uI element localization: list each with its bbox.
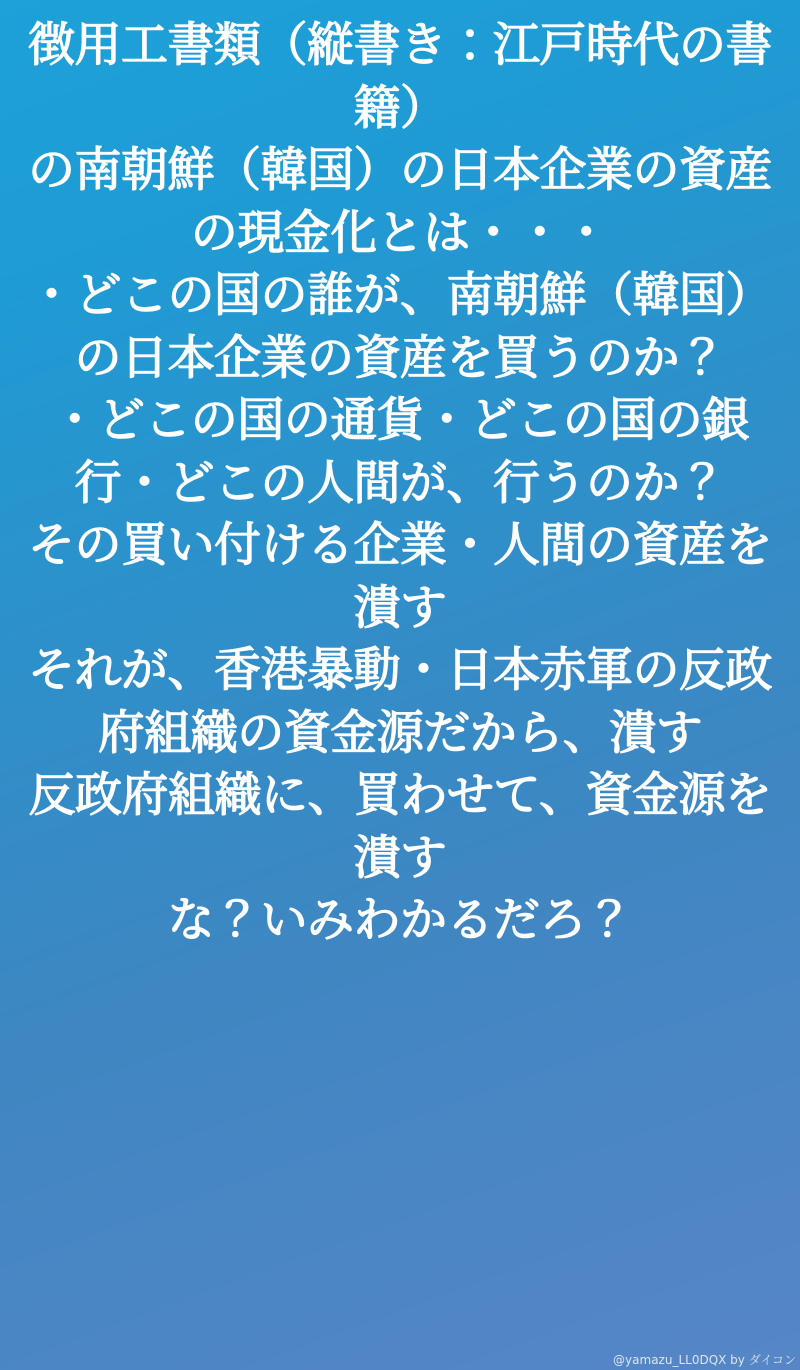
post-line: それが、香港暴動・日本赤軍の反政府組織の資金源だから、潰す — [28, 643, 772, 759]
post-line: の南朝鮮（韓国）の日本企業の資産の現金化とは・・・ — [28, 143, 772, 259]
post-line: ・どこの国の通貨・どこの国の銀行・どこの人間が、行うのか？ — [51, 393, 749, 509]
post-line: な？いみわかるだろ？ — [167, 893, 633, 946]
post-line: 徴用工書類（縦書き：江戸時代の書籍） — [28, 18, 772, 134]
post-line: その買い付ける企業・人間の資産を潰す — [28, 518, 772, 634]
post-text-block — [0, 14, 800, 952]
post-line: ・どこの国の誰が、南朝鮮（韓国）の日本企業の資産を買うのか？ — [28, 268, 772, 384]
post-line: 反政府組織に、買わせて、資金源を潰す — [28, 768, 772, 884]
watermark-credit: @yamazu_LL0DQX by ダイコン — [613, 1353, 796, 1367]
